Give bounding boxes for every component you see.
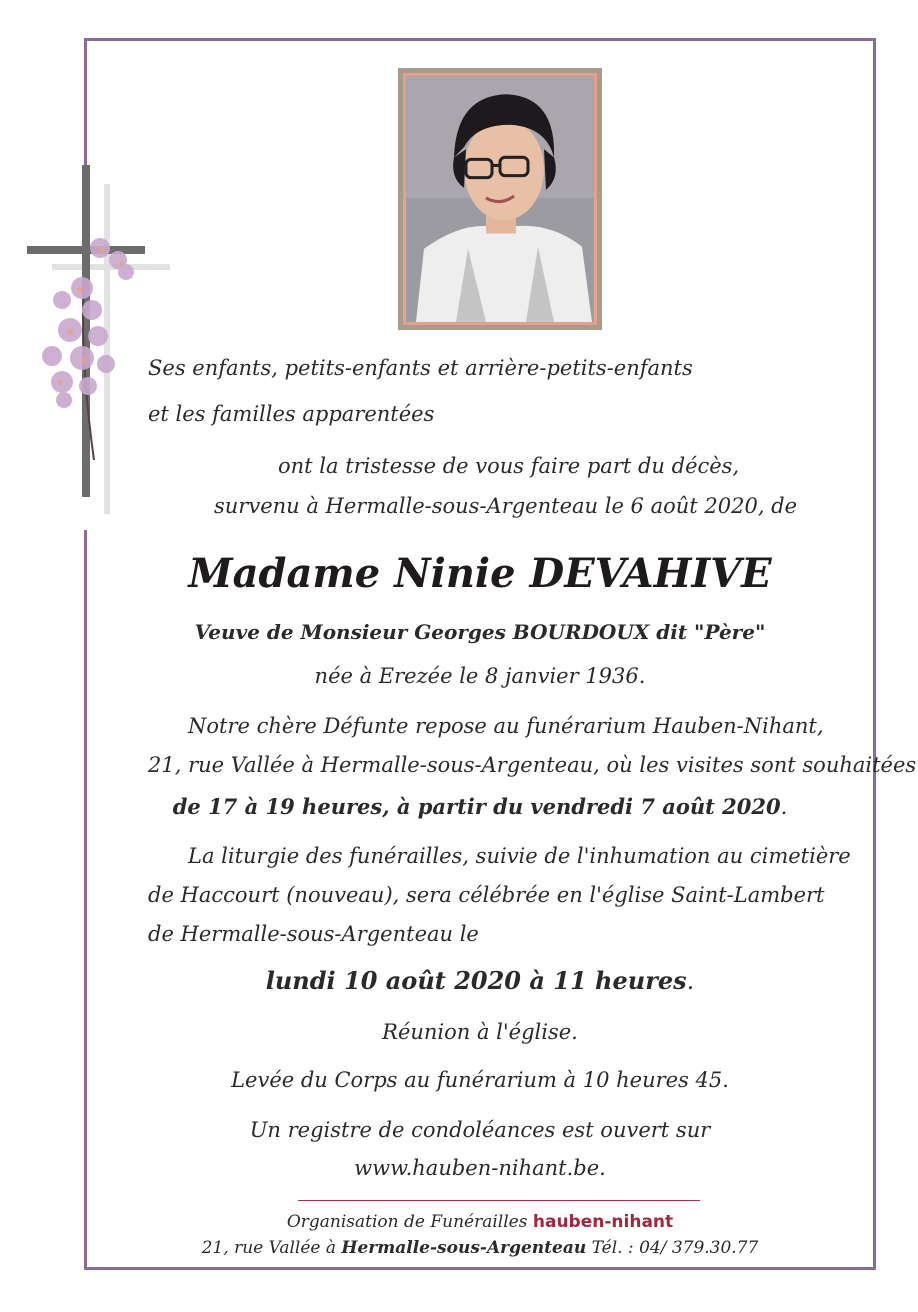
family-line-1: Ses enfants, petits-enfants et arrière-petits-enfants	[148, 356, 693, 380]
announcement-line-2: survenu à Hermalle-sous-Argenteau le 6 août 2020, de	[214, 494, 798, 518]
footer-address-city: Hermalle-sous-Argenteau	[341, 1238, 587, 1258]
funeral-line-3: de Hermalle-sous-Argenteau le	[148, 922, 479, 946]
birth-line: née à Erezée le 8 janvier 1936.	[314, 664, 646, 688]
family-line-2: et les familles apparentées	[148, 402, 435, 426]
funeral-date-end: .	[686, 967, 695, 995]
deceased-name: Madame Ninie DEVAHIVE	[188, 550, 772, 597]
footer-address	[84, 1238, 876, 1258]
cross-flower-icon	[22, 160, 172, 520]
funeral-date-text: lundi 10 août 2020 à 11 heures	[265, 966, 687, 995]
footer-org	[84, 1212, 876, 1232]
footer-phone: Tél. : 04/ 379.30.77	[591, 1238, 759, 1258]
visitation-line-2: 21, rue Vallée à Hermalle-sous-Argenteau, où les visites sont souhaitées	[148, 753, 917, 777]
reunion-line: Réunion à l'église.	[382, 1020, 578, 1044]
condolences-line: Un registre de condoléances est ouvert sur	[249, 1118, 711, 1142]
condolences-website[interactable]: www.hauben-nihant.be.	[354, 1156, 606, 1180]
footer-org-prefix: Organisation de Funérailles	[286, 1212, 528, 1232]
portrait-photo	[398, 68, 602, 330]
spouse-line: Veuve de Monsieur Georges BOURDOUX dit "Père"	[194, 620, 766, 644]
announcement-line-1: ont la tristesse de vous faire part du décès,	[278, 454, 740, 478]
funeral-line-2: de Haccourt (nouveau), sera célébrée en l'église Saint-Lambert	[148, 883, 825, 907]
portrait-image	[406, 76, 594, 322]
visitation-hours	[84, 794, 876, 819]
visitation-hours-text: de 17 à 19 heures, à partir du vendredi 7 août 2020	[172, 794, 781, 819]
visitation-line-1: Notre chère Défunte repose au funérarium Hauben-Nihant,	[188, 714, 824, 738]
funeral-line-1: La liturgie des funérailles, suivie de l'inhumation au cimetière	[188, 844, 851, 868]
funeral-date	[84, 966, 876, 995]
visitation-hours-end: .	[780, 795, 788, 819]
brand-logo: hauben-nihant	[532, 1212, 674, 1232]
levee-line: Levée du Corps au funérarium à 10 heures 45.	[231, 1068, 729, 1092]
footer-address-prefix: 21, rue Vallée à	[201, 1238, 337, 1258]
footer-divider	[298, 1200, 700, 1201]
